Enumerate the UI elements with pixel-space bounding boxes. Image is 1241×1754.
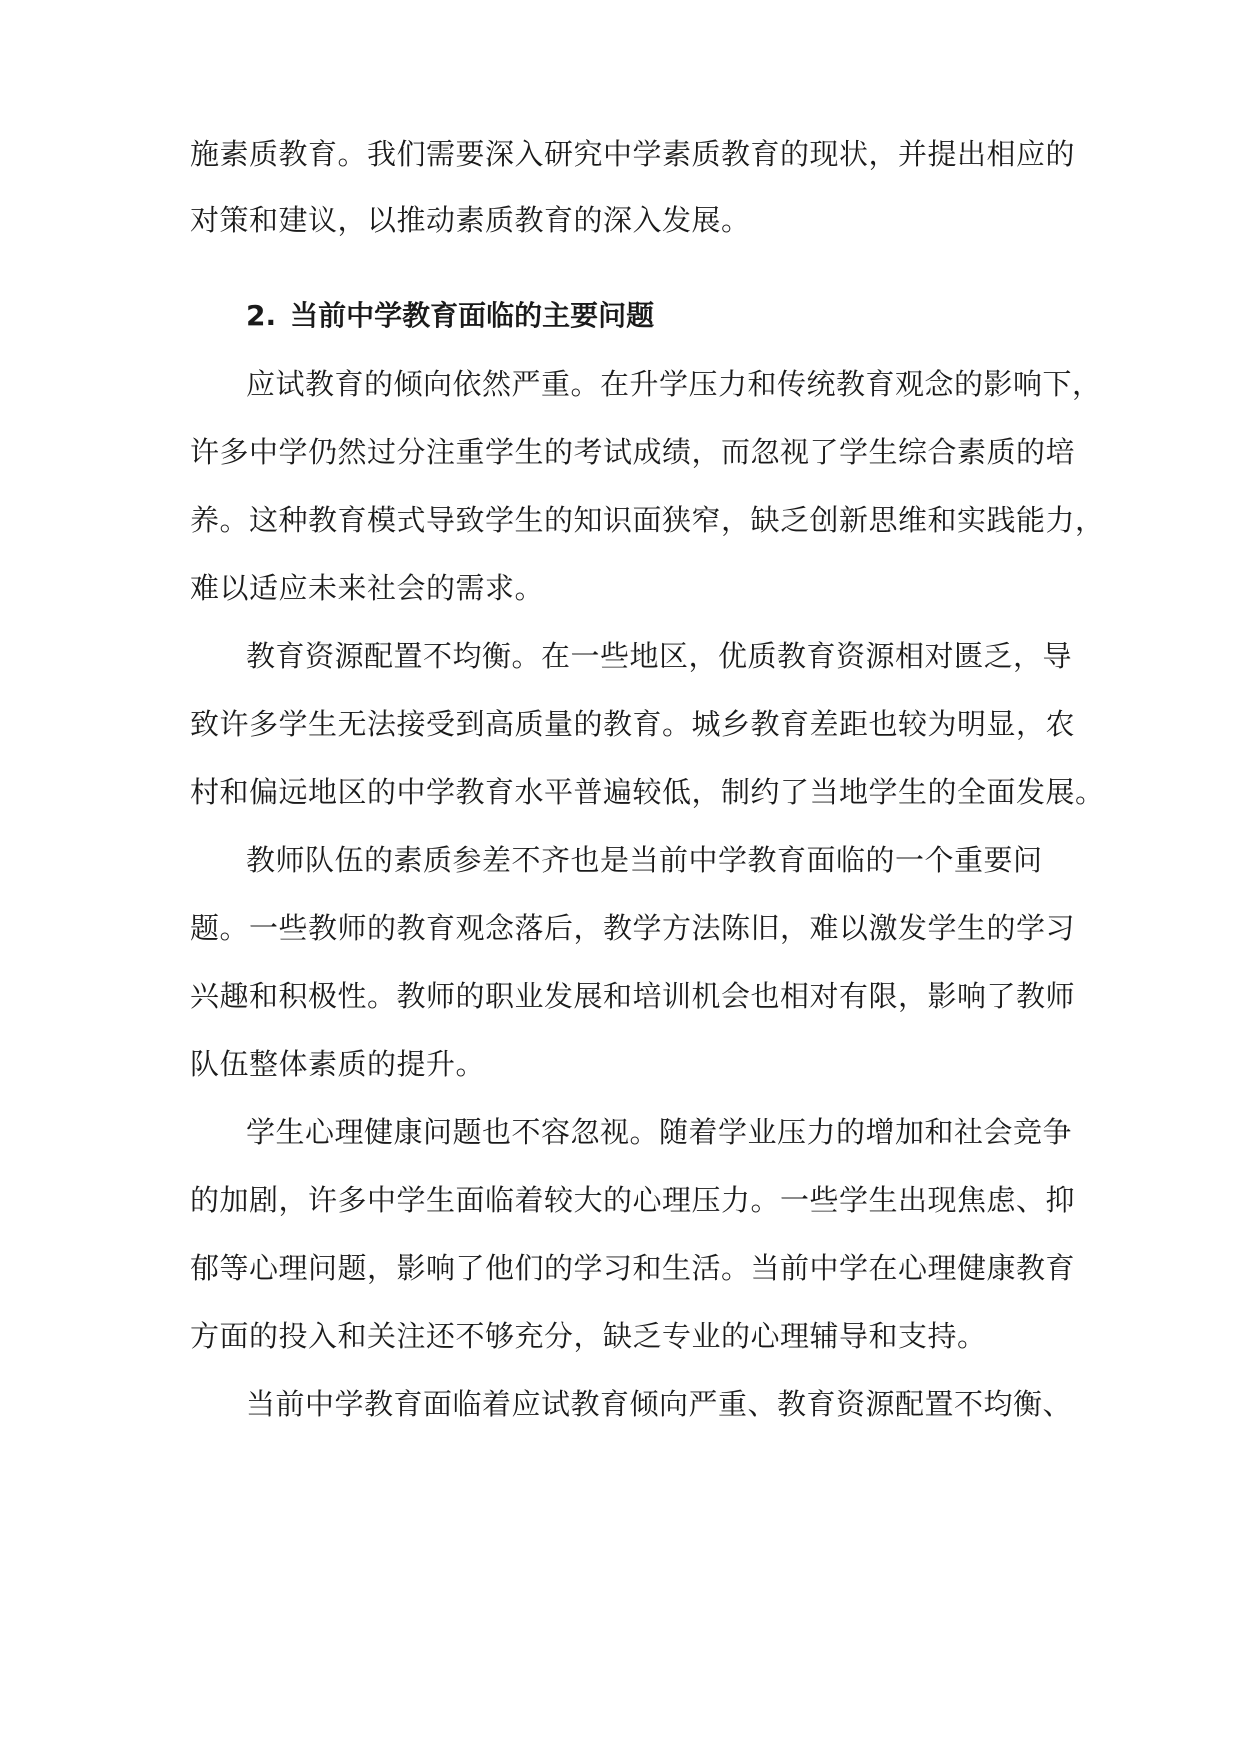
- paragraph-4-line-3: 郁等心理问题，影响了他们的学习和生活。当前中学在心理健康教育: [190, 1251, 1076, 1285]
- section-title: 当前中学教育面临的主要问题: [290, 299, 655, 332]
- section-number: 2.: [246, 299, 277, 332]
- paragraph-1-line-3: 养。这种教育模式导致学生的知识面狭窄，缺乏创新思维和实践能力，: [190, 503, 1105, 537]
- paragraph-3-line-3: 兴趣和积极性。教师的职业发展和培训机会也相对有限，影响了教师: [190, 979, 1076, 1013]
- paragraph-4-line-2: 的加剧，许多中学生面临着较大的心理压力。一些学生出现焦虑、抑: [190, 1183, 1076, 1217]
- paragraph-4-line-4: 方面的投入和关注还不够充分，缺乏专业的心理辅导和支持。: [190, 1319, 987, 1353]
- paragraph-2-line-1: 教育资源配置不均衡。在一些地区，优质教育资源相对匮乏，导: [246, 639, 1073, 673]
- paragraph-4-line-1: 学生心理健康问题也不容忽视。随着学业压力的增加和社会竞争: [246, 1115, 1073, 1149]
- intro-line-1: 施素质教育。我们需要深入研究中学素质教育的现状，并提出相应的: [190, 137, 1076, 171]
- paragraph-2-line-2: 致许多学生无法接受到高质量的教育。城乡教育差距也较为明显，农: [190, 707, 1076, 741]
- paragraph-1-line-2: 许多中学仍然过分注重学生的考试成绩，而忽视了学生综合素质的培: [190, 435, 1076, 469]
- intro-line-2: 对策和建议，以推动素质教育的深入发展。: [190, 203, 751, 237]
- paragraph-3-line-4: 队伍整体素质的提升。: [190, 1047, 486, 1081]
- paragraph-3-line-1: 教师队伍的素质参差不齐也是当前中学教育面临的一个重要问: [246, 843, 1043, 877]
- paragraph-3-line-2: 题。一些教师的教育观念落后，教学方法陈旧，难以激发学生的学习: [190, 911, 1076, 945]
- paragraph-5-line-1: 当前中学教育面临着应试教育倾向严重、教育资源配置不均衡、: [246, 1387, 1073, 1421]
- section-heading: [246, 298, 654, 334]
- paragraph-1-line-1: 应试教育的倾向依然严重。在升学压力和传统教育观念的影响下，: [246, 367, 1102, 401]
- paragraph-2-line-3: 村和偏远地区的中学教育水平普遍较低，制约了当地学生的全面发展。: [190, 775, 1105, 809]
- paragraph-1-line-4: 难以适应未来社会的需求。: [190, 571, 545, 605]
